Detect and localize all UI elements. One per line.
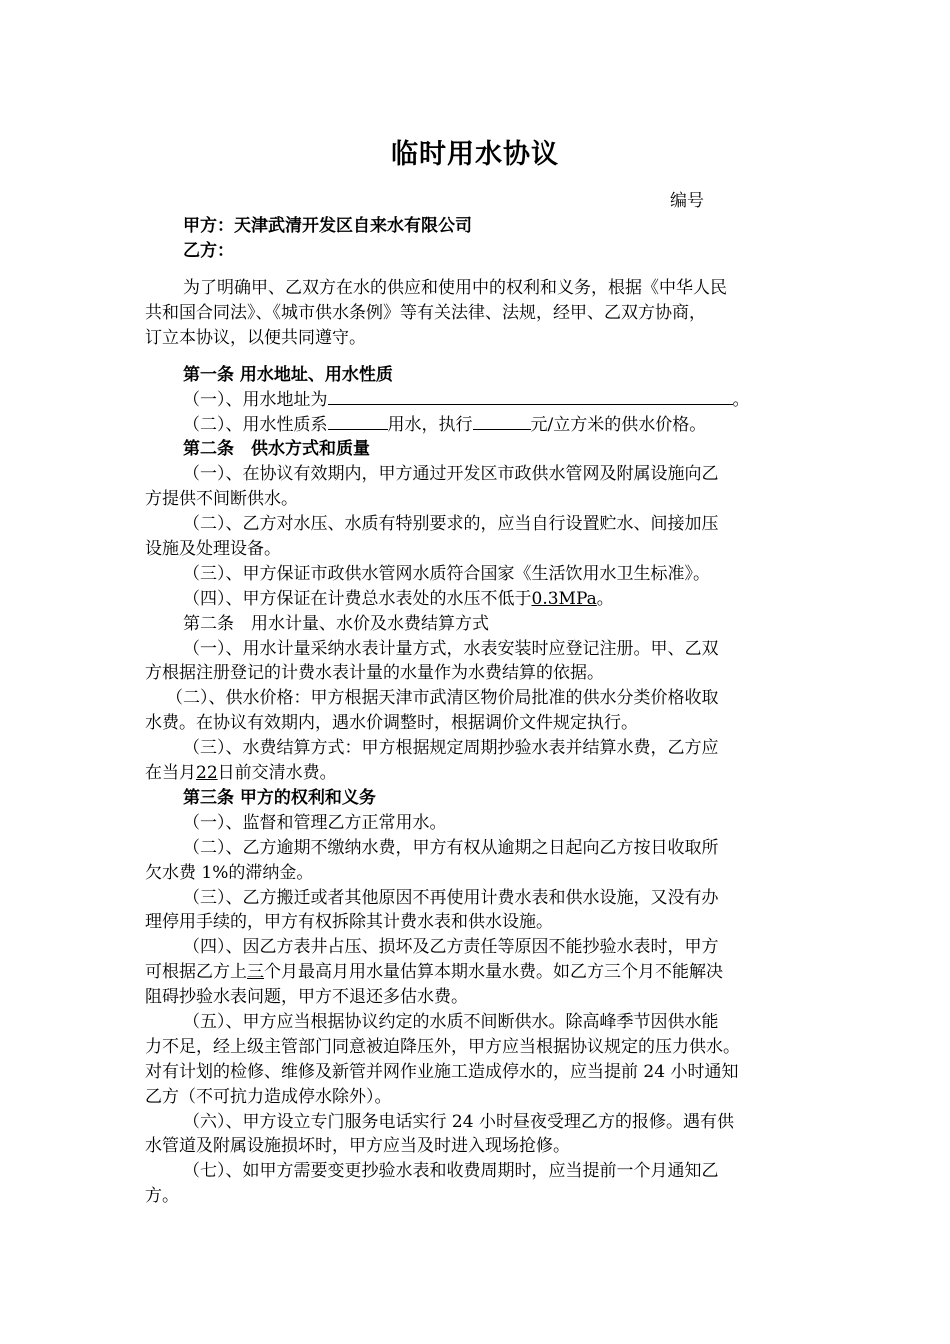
- clause-line: [145, 761, 337, 785]
- article-heading: 第二条 用水计量、水价及水费结算方式: [183, 614, 489, 634]
- use-nature-blank: [328, 412, 388, 430]
- clause-line: 方。: [145, 1186, 179, 1206]
- clause-line: 方提供不间断供水。: [145, 489, 298, 509]
- clause-line: （七）、如甲方需要变更抄验水表和收费周期时，应当提前一个月通知乙: [183, 1161, 719, 1181]
- number-label: 编号: [670, 191, 704, 211]
- party-b: 乙方：: [183, 241, 234, 261]
- use-address-label: （一）、用水地址为: [183, 390, 328, 410]
- clause-line: 力不足，经上级主管部门同意被迫降压外，甲方应当根据协议规定的压力供水。: [145, 1037, 740, 1057]
- intro-line: 共和国合同法》、《城市供水条例》等有关法律、法规，经甲、乙双方协商，: [145, 303, 706, 323]
- use-address-line: [183, 387, 750, 412]
- estimate-text: 可根据乙方上: [145, 962, 247, 982]
- intro-line: 为了明确甲、乙双方在水的供应和使用中的权利和义务，根据《中华人民: [183, 278, 727, 298]
- clause-line: 设施及处理设备。: [145, 539, 281, 559]
- clause-line: （一）、监督和管理乙方正常用水。: [183, 813, 447, 833]
- clause-line: （一）、在协议有效期内，甲方通过开发区市政供水管网及附属设施向乙: [183, 464, 719, 484]
- party-a: 甲方：天津武清开发区自来水有限公司: [183, 216, 472, 236]
- clause-line: 欠水费 1%的滞纳金。: [145, 863, 314, 883]
- article-heading: 第二条 供水方式和质量: [183, 439, 370, 459]
- use-address-blank: [328, 387, 733, 405]
- clause-line: 阻碍抄验水表问题，甲方不退还多估水费。: [145, 987, 468, 1007]
- price-blank: [473, 412, 531, 430]
- pay-day: 22: [196, 763, 218, 783]
- clause-line: [183, 587, 614, 611]
- clause-line: （三）、甲方保证市政供水管网水质符合国家《生活饮用水卫生标准》。: [183, 564, 710, 584]
- price-label: 用水，执行: [387, 415, 473, 435]
- clause-line: （三）、乙方搬迁或者其他原因不再使用计费水表和供水设施，又没有办: [183, 888, 719, 908]
- pressure-end: 。: [596, 589, 614, 609]
- clause-line: 水管道及附属设施损坏时，甲方应当及时进入现场抢修。: [145, 1136, 570, 1156]
- pressure-text: （四）、甲方保证在计费总水表处的水压不低于: [183, 589, 532, 609]
- clause-line: （二）、乙方对水压、水质有特别要求的，应当自行设置贮水、间接加压: [183, 514, 719, 534]
- estimate-rest: 个月最高月用水量估算本期水量水费。如乙方三个月不能解决: [264, 962, 723, 982]
- clause-line: 对有计划的检修、维修及新管并网作业施工造成停水的，应当提前 24 小时通知: [145, 1062, 739, 1082]
- document-title: 临时用水协议: [391, 139, 559, 170]
- clause-line: [145, 960, 723, 984]
- pressure-value: 0.3MPa: [531, 589, 597, 609]
- clause-line: （五）、甲方应当根据协议约定的水质不间断供水。除高峰季节因供水能: [183, 1012, 719, 1032]
- pay-end: 日前交清水费。: [217, 763, 337, 783]
- clause-line: 方根据注册登记的计费水表计量的水量作为水费结算的依据。: [145, 663, 604, 683]
- clause-line: 水费。在协议有效期内，遇水价调整时，根据调价文件规定执行。: [145, 713, 638, 733]
- intro-line: 订立本协议，以便共同遵守。: [145, 328, 366, 348]
- clause-line: （三）、水费结算方式：甲方根据规定周期抄验水表并结算水费，乙方应: [183, 738, 719, 758]
- pay-text: 在当月: [145, 763, 196, 783]
- price-unit: 元/立方米的供水价格。: [530, 415, 707, 435]
- use-nature-label: （二）、用水性质系: [183, 415, 328, 435]
- use-nature-line: [183, 412, 706, 437]
- clause-line: 理停用手续的，甲方有权拆除其计费水表和供水设施。: [145, 912, 553, 932]
- article-heading: 第三条 甲方的权利和义务: [183, 788, 376, 808]
- clause-line: （四）、因乙方表井占压、损坏及乙方责任等原因不能抄验水表时，甲方: [183, 937, 719, 957]
- clause-line: （一）、用水计量采纳水表计量方式，水表安装时应登记注册。甲、乙双: [183, 639, 719, 659]
- clause-line: 乙方（不可抗力造成停水除外）。: [145, 1087, 392, 1107]
- clause-line: （二）、供水价格：甲方根据天津市武清区物价局批准的供水分类价格收取: [166, 688, 719, 708]
- estimate-months: 三: [247, 962, 264, 982]
- use-address-end: 。: [732, 390, 750, 410]
- article-heading: 第一条 用水地址、用水性质: [183, 365, 393, 385]
- clause-line: （六）、甲方设立专门服务电话实行 24 小时昼夜受理乙方的报修。遇有供: [183, 1112, 734, 1132]
- clause-line: （二）、乙方逾期不缴纳水费，甲方有权从逾期之日起向乙方按日收取所: [183, 838, 719, 858]
